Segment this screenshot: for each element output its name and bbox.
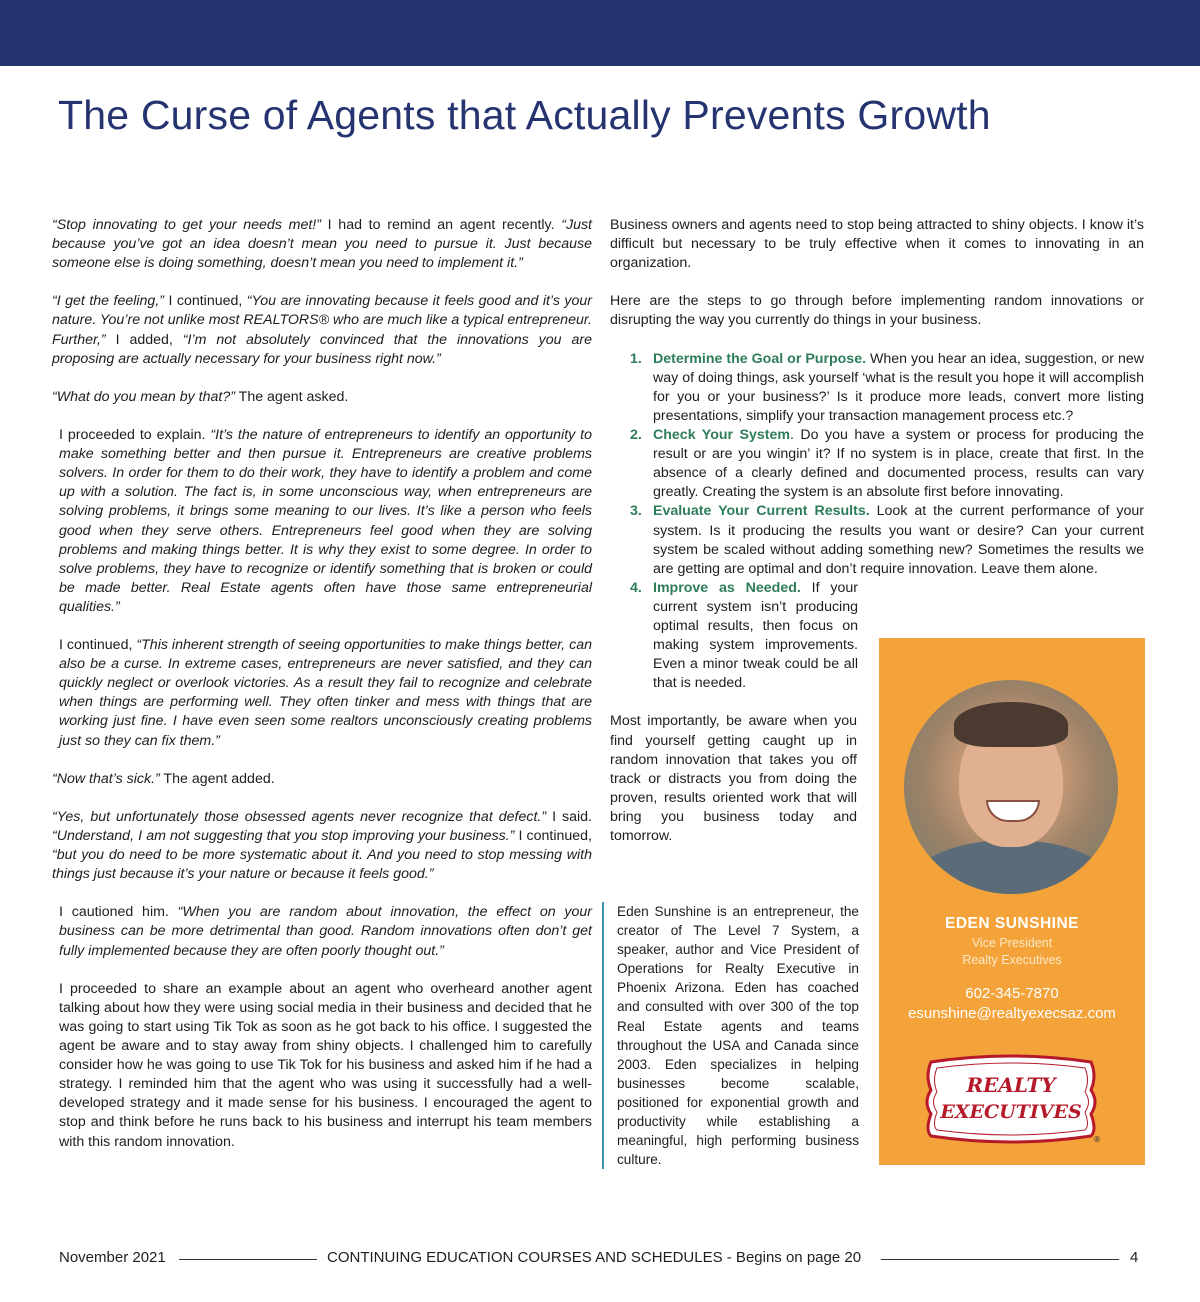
step-item (610, 350, 1144, 426)
logo-line1: REALTY (966, 1073, 1056, 1097)
author-name: EDEN SUNSHINE (945, 915, 1079, 932)
footer-section-link: CONTINUING EDUCATION COURSES AND SCHEDULES - Begins on page 20 (327, 1249, 862, 1266)
quote: “I get the feeling,” (52, 293, 164, 310)
quote: “Stop innovating to get your needs met!” (52, 217, 321, 233)
step-item (610, 426, 1144, 502)
author-bio: Eden Sunshine is an entrepreneur, the creator of The Level 7 System, a speaker, author and Vice President of Operations for Realty Executive in Phoenix Arizona. Eden has coached and consulted with over 300 of the top Real Estate agents and teams throughout the USA and Canada since 2003. Eden specializes in helping businesses become scalable, positioned for exponential growth and productivity while establishing a meaningful, high performing business culture. (602, 902, 859, 1169)
step-item (610, 502, 1144, 578)
narration: I proceeded to explain. (59, 427, 211, 444)
paragraph: Business owners and agents need to stop being attracted to shiny objects. I know it’s difficult but necessary to be truly effective when it comes to innovating in an organization. (610, 217, 1144, 272)
author-company: Realty Executives (962, 953, 1062, 967)
realty-executives-logo (919, 1054, 1103, 1144)
paragraph (52, 903, 592, 960)
narration: The agent asked. (234, 388, 349, 405)
quote: “but you do need to be more systematic about it. And you need to stop messing with things just because it’s your nature or because it feels good.” (52, 847, 592, 883)
paragraph (52, 292, 592, 368)
paragraph: Most importantly, be aware when you find yourself getting caught up in random innovation that takes you off track or distracts you from doing the proven, results oriented work that will bring you business today and tomorrow. (610, 713, 857, 844)
step-text: If your current system isn’t producing optimal results, then focus on making system improvements. Even a minor tweak could be all that is needed. (653, 579, 858, 692)
author-email[interactable]: esunshine@realtyexecsaz.com (908, 1005, 1116, 1022)
step-heading: Improve as Needed. (653, 579, 801, 596)
narration: The agent added. (159, 770, 275, 787)
quote: “I’m not absolutely convinced that the innovations you are proposing are actually necessary for your business right now.” (52, 331, 592, 367)
page-footer (59, 1249, 1141, 1269)
footer-date: November 2021 (59, 1249, 166, 1266)
quote: “Yes, but unfortunately those obsessed agents never recognize that defect.” (52, 808, 547, 825)
narration: I continued, (514, 828, 592, 844)
footer-rule (179, 1259, 317, 1260)
paragraph (52, 388, 592, 407)
quote: “Understand, I am not suggesting that you stop improving your business.” (52, 828, 515, 844)
quote: “Now that’s sick.” (52, 770, 160, 787)
step-heading: Check Your System (653, 427, 790, 444)
step-heading: Determine the Goal or Purpose. (653, 350, 867, 367)
narration: I continued, (59, 637, 137, 654)
author-photo (904, 680, 1118, 894)
step-item (610, 579, 858, 694)
step-number: 1. (630, 350, 642, 367)
logo-registered-mark: ® (1093, 1135, 1101, 1144)
quote: “Just because you’ve got an idea doesn’t mean you need to pursue it. Just because someone else is doing something, doesn’t mean you need to implement it.” (52, 217, 592, 272)
step-number: 4. (630, 579, 642, 596)
header-bar (0, 0, 1200, 66)
quote: “It’s the nature of entrepreneurs to identify an opportunity to make something better and then pursue it. Entrepreneurs are creative problems solvers. In order for them to do their work, they have to identify a problem and come up with a solution. The fact is, in some unconscious way, when entrepreneurs are solving problems, it brings some meaning to our lives. It’s like a person who feels good when they serve others. Entrepreneurs feel good when they are solving problems and making things better. It is why they exist to some degree. In order to solve problems, they have to recognize or identify something that is broken or could be made better. Real Estate agents often have those same entrepreneurial qualities.” (59, 427, 592, 615)
author-role: Vice President (971, 936, 1053, 950)
author-card (879, 638, 1145, 1165)
paragraph (52, 426, 592, 617)
paragraph (52, 216, 592, 273)
paragraph (52, 808, 592, 884)
quote: “What do you mean by that?” (52, 388, 235, 405)
page-number: 4 (1130, 1249, 1139, 1266)
step-text: . Do you have a system or process for producing the result or are you wingin’ it? If no system is in place, create that first. In the absence of a clearly defined and documented process, results can vary greatly. Creating the system is an absolute first before innovating. (653, 427, 1144, 501)
narration: I cautioned him. (59, 904, 178, 921)
photo-shirt (914, 840, 1108, 894)
article-title: The Curse of Agents that Actually Prevents Growth (58, 92, 991, 138)
footer-rule (881, 1259, 1119, 1260)
narration: I said. (546, 808, 592, 825)
step-text: When you hear an idea, suggestion, or new way of doing things, ask yourself ‘what is the result you hope it will accomplish for you or your business?’ Is it produce more leads, convert more listing presentations, simplify your transaction management process etc.? (653, 350, 1144, 424)
author-phone[interactable]: 602-345-7870 (965, 985, 1059, 1002)
quote: “When you are random about innovation, the effect on your business can be more detrimental than good. Random innovations often don’t get fully implemented because they are often poorly thought out.” (59, 904, 592, 959)
step-number: 3. (630, 503, 642, 520)
narration: I continued, (163, 293, 247, 310)
step-text: Look at the current performance of your system. Is it producing the results you want or desire? Can your current system be scaled without adding something new? Sometimes the results we are getting are optimal and don’t require innovation. Leave them alone. (653, 503, 1144, 577)
paragraph (52, 636, 592, 751)
paragraph (52, 770, 592, 789)
narration: I added, (105, 331, 183, 348)
narration: I had to remind an agent recently. (320, 217, 562, 233)
quote: “This inherent strength of seeing opportunities to make things better, can also be a curse. In extreme cases, entrepreneurs are never satisfied, and they can quickly neglect or overlook victories. As a result they fail to recognize and celebrate when things are performing well. They often tinker and mess with things that are working just fine. I have even seen some realtors unconsciously creating problems just so they can fix them.” (59, 637, 592, 749)
quote: “You are innovating because it feels good and it’s your nature. You’re not unlike most REALTORS® who are much like a typical entrepreneur. Further,” (52, 293, 592, 348)
photo-hair (954, 702, 1068, 747)
logo-line2: EXECUTIVES (940, 1101, 1082, 1123)
paragraph: Here are the steps to go through before implementing random innovations or disrupting the way you currently do things in your business. (610, 293, 1144, 329)
step-heading: Evaluate Your Current Results. (653, 503, 870, 520)
step-number: 2. (630, 427, 642, 444)
paragraph: I proceeded to share an example about an agent who overheard another agent talking about how they were using social media in their business and decided that he was going to start using Tik Tok as soon as he got back to his office. I suggested the agent be aware and to stay away from shiny objects. I challenged him to carefully consider how he was going to use Tik Tok for his business and asked him if he had a strategy. I reminded him that the agent who was using it successfully had a well-developed strategy and it made sense for his business. I encouraged the agent to stop and think before he runs back to his business and interrupt his team members with this random innovation. (59, 980, 592, 1150)
left-column (52, 216, 592, 1171)
